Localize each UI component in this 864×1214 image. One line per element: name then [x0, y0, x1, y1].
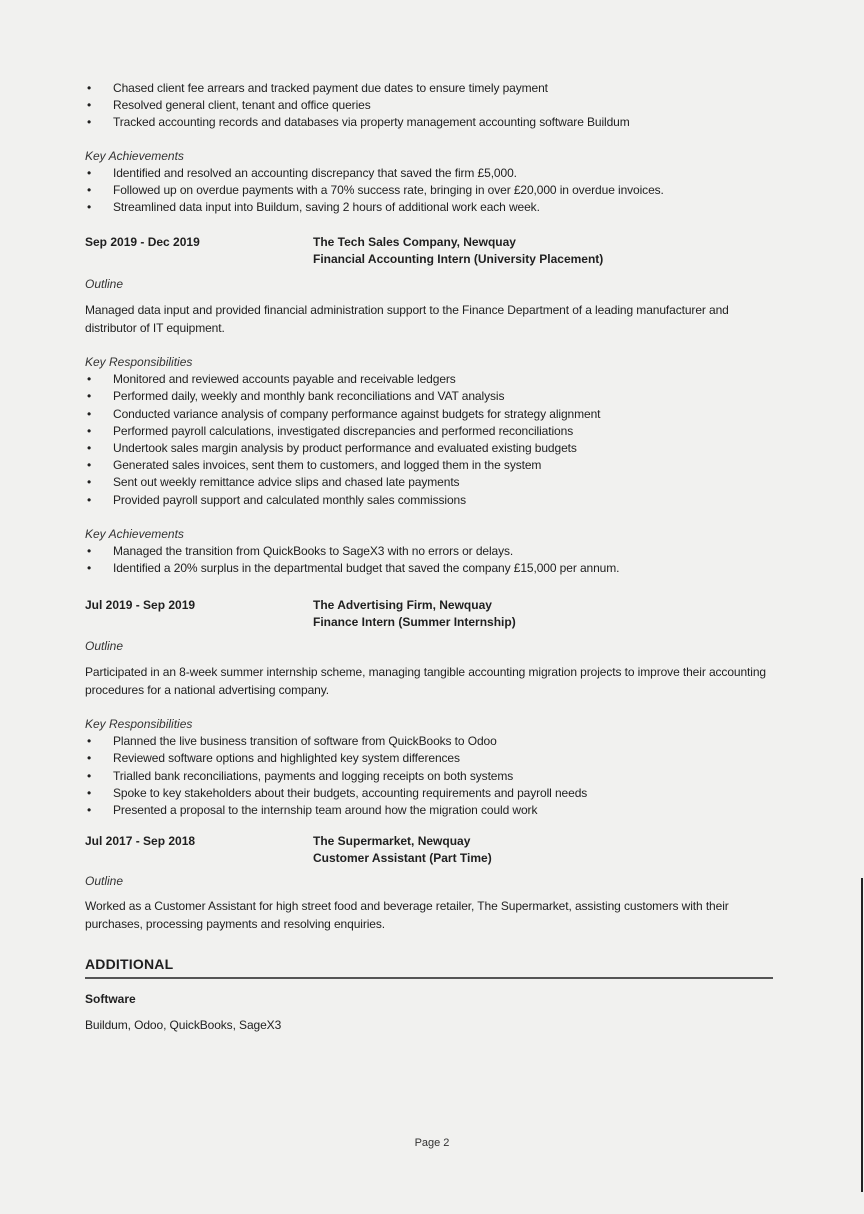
list-item: • Performed payroll calculations, investigated discrepancies and performed reconciliations	[85, 423, 775, 440]
list-item: • Identified a 20% surplus in the departmental budget that saved the company £15,000 per annum.	[85, 560, 775, 577]
list-item: • Undertook sales margin analysis by product performance and evaluated existing budgets	[85, 440, 775, 457]
outline-heading: Outline	[85, 874, 124, 889]
key-achievements-heading: Key Achievements	[85, 148, 184, 163]
job-outline: Participated in an 8-week summer internship scheme, managing tangible accounting migration projects to improve their accounting procedures for a national advertising company.	[85, 665, 766, 697]
outline-heading: Outline	[85, 639, 124, 654]
section-title-additional: ADDITIONAL	[85, 956, 174, 973]
page-edge-line	[861, 878, 863, 1192]
job-dates: Jul 2017 - Sep 2018	[85, 834, 196, 849]
list-item: • Planned the live business transition of software from QuickBooks to Odoo	[85, 733, 775, 750]
outline-heading: Outline	[85, 277, 124, 292]
job-role: Finance Intern (Summer Internship)	[313, 615, 516, 630]
job-header-tech-sales	[85, 234, 775, 270]
job-company: The Supermarket, Newquay	[313, 834, 471, 849]
job-company: The Tech Sales Company, Newquay	[313, 235, 516, 250]
job-role: Financial Accounting Intern (University Placement)	[313, 252, 604, 267]
job-header-advertising-firm	[85, 597, 775, 633]
job-outline: Managed data input and provided financial administration support to the Finance Department of a leading manufacturer and distributor of IT equipment.	[85, 303, 729, 335]
list-item: • Managed the transition from QuickBooks to SageX3 with no errors or delays.	[85, 543, 775, 560]
key-responsibilities-heading: Key Responsibilities	[85, 717, 193, 732]
list-item: • Tracked accounting records and databases via property management accounting software Buildum	[85, 114, 775, 131]
job-responsibilities	[85, 733, 775, 819]
section-divider	[85, 977, 773, 979]
previous-job-achievements	[85, 165, 775, 217]
job-outline: Worked as a Customer Assistant for high street food and beverage retailer, The Supermarket, assisting customers with their purchases, processing payments and resolving enquiries.	[85, 899, 729, 931]
list-item: • Provided payroll support and calculated monthly sales commissions	[85, 492, 775, 509]
job-dates: Sep 2019 - Dec 2019	[85, 235, 200, 250]
list-item: • Monitored and reviewed accounts payable and receivable ledgers	[85, 371, 775, 388]
list-item: • Performed daily, weekly and monthly bank reconciliations and VAT analysis	[85, 388, 775, 405]
job-company: The Advertising Firm, Newquay	[313, 598, 492, 613]
previous-job-bullets	[85, 80, 775, 132]
list-item: • Conducted variance analysis of company performance against budgets for strategy alignment	[85, 406, 775, 423]
list-item: • Chased client fee arrears and tracked payment due dates to ensure timely payment	[85, 80, 775, 97]
software-heading: Software	[85, 992, 136, 1007]
job-achievements	[85, 543, 775, 577]
list-item: • Generated sales invoices, sent them to customers, and logged them in the system	[85, 457, 775, 474]
list-item: • Resolved general client, tenant and office queries	[85, 97, 775, 114]
job-dates: Jul 2019 - Sep 2019	[85, 598, 196, 613]
resume-content	[85, 80, 775, 1035]
list-item: • Trialled bank reconciliations, payments and logging receipts on both systems	[85, 768, 775, 785]
software-list: Buildum, Odoo, QuickBooks, SageX3	[85, 1018, 282, 1033]
list-item: • Sent out weekly remittance advice slips and chased late payments	[85, 474, 775, 491]
list-item: • Presented a proposal to the internship team around how the migration could work	[85, 802, 775, 819]
job-header-supermarket	[85, 833, 775, 869]
list-item: • Followed up on overdue payments with a 70% success rate, bringing in over £20,000 in overdue invoices.	[85, 182, 775, 199]
list-item: • Spoke to key stakeholders about their budgets, accounting requirements and payroll needs	[85, 785, 775, 802]
key-responsibilities-heading: Key Responsibilities	[85, 355, 193, 370]
page-number: Page 2	[414, 1137, 450, 1149]
list-item: • Identified and resolved an accounting discrepancy that saved the firm £5,000.	[85, 165, 775, 182]
job-role: Customer Assistant (Part Time)	[313, 851, 492, 866]
list-item: • Streamlined data input into Buildum, saving 2 hours of additional work each week.	[85, 199, 775, 216]
job-responsibilities	[85, 371, 775, 509]
list-item: • Reviewed software options and highlighted key system differences	[85, 750, 775, 767]
key-achievements-heading: Key Achievements	[85, 526, 184, 541]
